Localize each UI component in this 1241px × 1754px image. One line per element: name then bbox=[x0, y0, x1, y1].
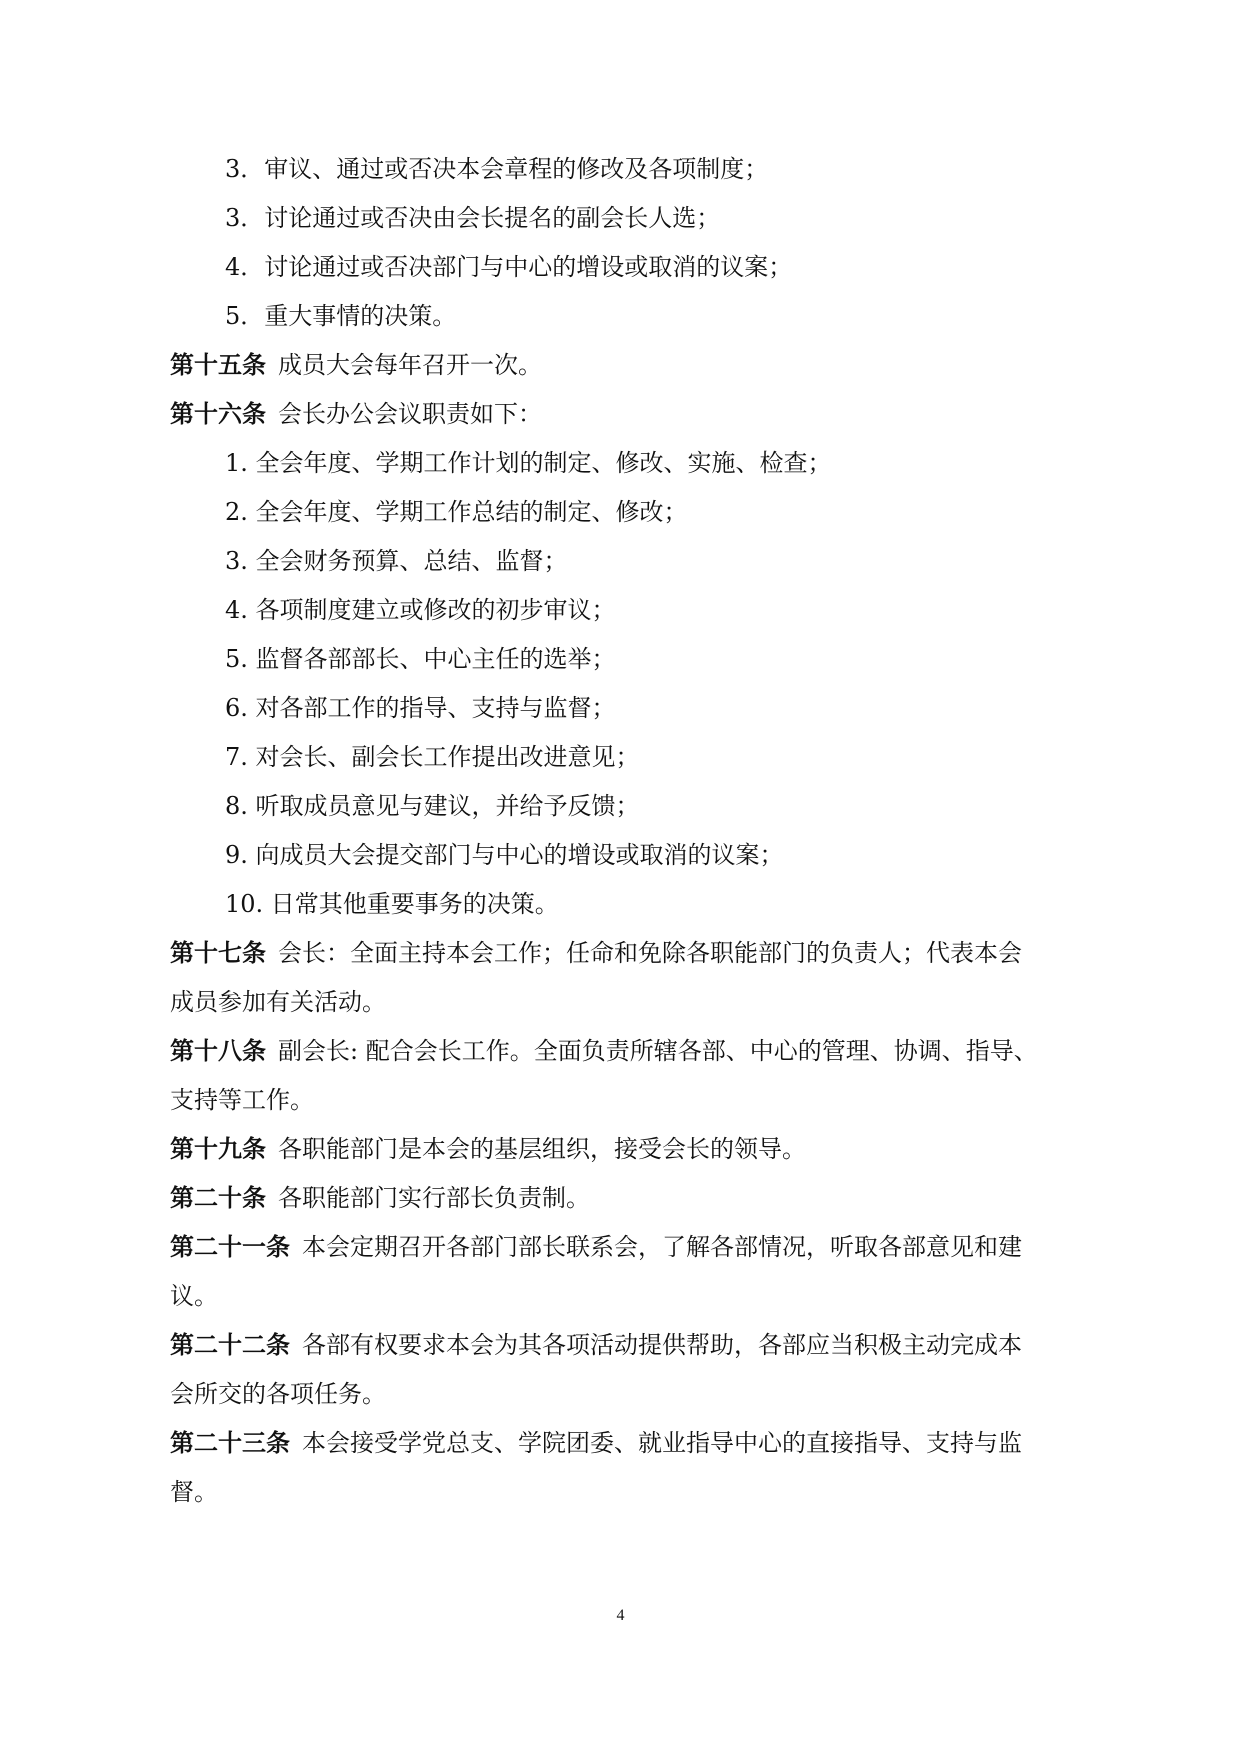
article-16 bbox=[170, 390, 1070, 439]
article-text: 各职能部门是本会的基层组织，接受会长的领导。 bbox=[278, 1135, 806, 1163]
article-label: 第十五条 bbox=[170, 351, 266, 379]
article-text: 成员大会每年召开一次。 bbox=[278, 351, 542, 379]
article-18 bbox=[170, 1027, 1070, 1125]
article-label: 第二十二条 bbox=[170, 1331, 290, 1359]
article-text: 本会定期召开各部门部长联系会，了解各部情况，听取各部意见和建 bbox=[302, 1233, 1022, 1261]
article-text: 各职能部门实行部长负责制。 bbox=[278, 1184, 590, 1212]
article-text: 会长：全面主持本会工作；任命和免除各职能部门的负责人；代表本会 bbox=[278, 939, 1022, 967]
document-body bbox=[170, 145, 1070, 1517]
article-label: 第十七条 bbox=[170, 939, 266, 967]
list-item: 2. 全会年度、学期工作总结的制定、修改； bbox=[225, 498, 688, 526]
list-item: 10. 日常其他重要事务的决策。 bbox=[225, 890, 559, 918]
list-item: 5．重大事情的决策。 bbox=[225, 302, 457, 330]
list-item: 1. 全会年度、学期工作计划的制定、修改、实施、检查； bbox=[225, 449, 832, 477]
list-item: 4. 各项制度建立或修改的初步审议； bbox=[225, 596, 616, 624]
article-text: 本会接受学党总支、学院团委、就业指导中心的直接指导、支持与监 bbox=[302, 1429, 1022, 1457]
list-item: 9. 向成员大会提交部门与中心的增设或取消的议案； bbox=[225, 841, 784, 869]
list-item: 4．讨论通过或否决部门与中心的增设或取消的议案； bbox=[225, 253, 793, 281]
article-label: 第二十一条 bbox=[170, 1233, 290, 1261]
page-number: 4 bbox=[616, 1607, 625, 1624]
list-item: 7. 对会长、副会长工作提出改进意见； bbox=[225, 743, 640, 771]
article-22 bbox=[170, 1321, 1070, 1419]
article-label: 第十六条 bbox=[170, 400, 266, 428]
list-item: 3．审议、通过或否决本会章程的修改及各项制度； bbox=[225, 155, 769, 183]
article-15 bbox=[170, 341, 1070, 390]
article-20 bbox=[170, 1174, 1070, 1223]
article-text: 副会长: 配合会长工作。全面负责所辖各部、中心的管理、协调、指导、 bbox=[278, 1037, 1038, 1065]
article-17 bbox=[170, 929, 1070, 1027]
article-text-continued: 议。 bbox=[170, 1282, 218, 1310]
list-item: 5. 监督各部部长、中心主任的选举； bbox=[225, 645, 616, 673]
article-label: 第十九条 bbox=[170, 1135, 266, 1163]
article-label: 第十八条 bbox=[170, 1037, 266, 1065]
article-19 bbox=[170, 1125, 1070, 1174]
article-23 bbox=[170, 1419, 1070, 1517]
list-item: 6. 对各部工作的指导、支持与监督； bbox=[225, 694, 616, 722]
list-item: 8. 听取成员意见与建议，并给予反馈； bbox=[225, 792, 640, 820]
article-text: 各部有权要求本会为其各项活动提供帮助，各部应当积极主动完成本 bbox=[302, 1331, 1022, 1359]
article-label: 第二十条 bbox=[170, 1184, 266, 1212]
article-text: 会长办公会议职责如下： bbox=[278, 400, 542, 428]
article-text-continued: 成员参加有关活动。 bbox=[170, 988, 386, 1016]
list-item: 3. 全会财务预算、总结、监督； bbox=[225, 547, 568, 575]
article-21 bbox=[170, 1223, 1070, 1321]
article-text-continued: 会所交的各项任务。 bbox=[170, 1380, 386, 1408]
article-text-continued: 支持等工作。 bbox=[170, 1086, 314, 1114]
article-label: 第二十三条 bbox=[170, 1429, 290, 1457]
list-item: 3．讨论通过或否决由会长提名的副会长人选； bbox=[225, 204, 721, 232]
article-text-continued: 督。 bbox=[170, 1478, 218, 1506]
